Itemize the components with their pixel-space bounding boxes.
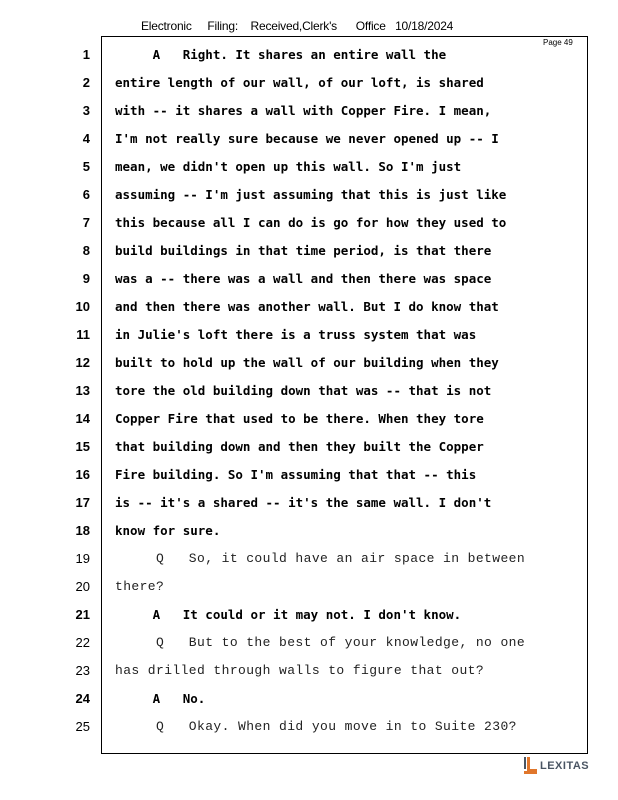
- transcript-line: and then there was another wall. But I do know that: [115, 299, 499, 314]
- line-number: 17: [75, 495, 90, 510]
- lexitas-logo-text: LEXITAS: [540, 759, 590, 772]
- transcript-line: was a -- there was a wall and then there was space: [115, 271, 492, 286]
- transcript-line: Fire building. So I'm assuming that that -- this: [115, 467, 477, 482]
- filing-stamp: Electronic Filing: Received,Clerk's Office 10/18/2024: [141, 19, 454, 33]
- line-number: 6: [82, 187, 90, 202]
- line-number: 11: [76, 327, 90, 342]
- transcript-line: A It could or it may not. I don't know.: [115, 607, 462, 622]
- line-number: 8: [82, 243, 90, 258]
- line-number: 7: [82, 215, 90, 230]
- line-number: 1: [82, 47, 90, 62]
- transcript-line: entire length of our wall, of our loft, is shared: [115, 75, 484, 90]
- transcript-line: Q Okay. When did you move in to Suite 230?: [115, 719, 517, 734]
- transcript-line: A Right. It shares an entire wall the: [115, 47, 447, 62]
- line-number: 9: [82, 271, 90, 286]
- transcript-line: is -- it's a shared -- it's the same wall. I don't: [115, 495, 492, 510]
- transcript-line: Q So, it could have an air space in between: [115, 551, 526, 566]
- transcript-line: Q But to the best of your knowledge, no one: [115, 635, 526, 650]
- line-number: 25: [75, 719, 90, 734]
- line-number: 16: [75, 467, 90, 482]
- transcript-line: tore the old building down that was -- that is not: [115, 383, 492, 398]
- line-number: 24: [75, 691, 90, 706]
- transcript-line: there?: [115, 579, 165, 594]
- line-number-column: [60, 41, 90, 741]
- transcript-text: [115, 41, 585, 741]
- line-number: 22: [75, 635, 90, 650]
- transcript-line: I'm not really sure because we never opened up -- I: [115, 131, 499, 146]
- line-number: 4: [82, 131, 90, 146]
- line-number: 3: [82, 103, 90, 118]
- transcript-line: Copper Fire that used to be there. When they tore: [115, 411, 484, 426]
- line-number: 13: [75, 383, 90, 398]
- line-number: 15: [75, 439, 90, 454]
- transcript-line: in Julie's loft there is a truss system that was: [115, 327, 477, 342]
- line-number: 10: [75, 299, 90, 314]
- page-number-label: Page 49: [543, 38, 573, 47]
- transcript-line: this because all I can do is go for how they used to: [115, 215, 507, 230]
- lexitas-logo: [524, 757, 589, 774]
- lexitas-logo-icon: [524, 757, 537, 774]
- line-number: 12: [75, 355, 90, 370]
- line-number: 14: [75, 411, 90, 426]
- line-number: 19: [75, 551, 90, 566]
- line-number: 23: [75, 663, 90, 678]
- line-number: 21: [75, 607, 90, 622]
- transcript-line: assuming -- I'm just assuming that this is just like: [115, 187, 507, 202]
- transcript-line: A No.: [115, 691, 206, 706]
- transcript-line: with -- it shares a wall with Copper Fire. I mean,: [115, 103, 492, 118]
- transcript-line: built to hold up the wall of our building when they: [115, 355, 499, 370]
- transcript-line: has drilled through walls to figure that out?: [115, 663, 485, 678]
- line-number: 2: [82, 75, 90, 90]
- line-number: 18: [75, 523, 90, 538]
- line-number: 20: [75, 579, 90, 594]
- line-number: 5: [82, 159, 90, 174]
- transcript-line: build buildings in that time period, is that there: [115, 243, 492, 258]
- transcript-line: mean, we didn't open up this wall. So I'm just: [115, 159, 462, 174]
- transcript-line: know for sure.: [115, 523, 221, 538]
- transcript-line: that building down and then they built the Copper: [115, 439, 484, 454]
